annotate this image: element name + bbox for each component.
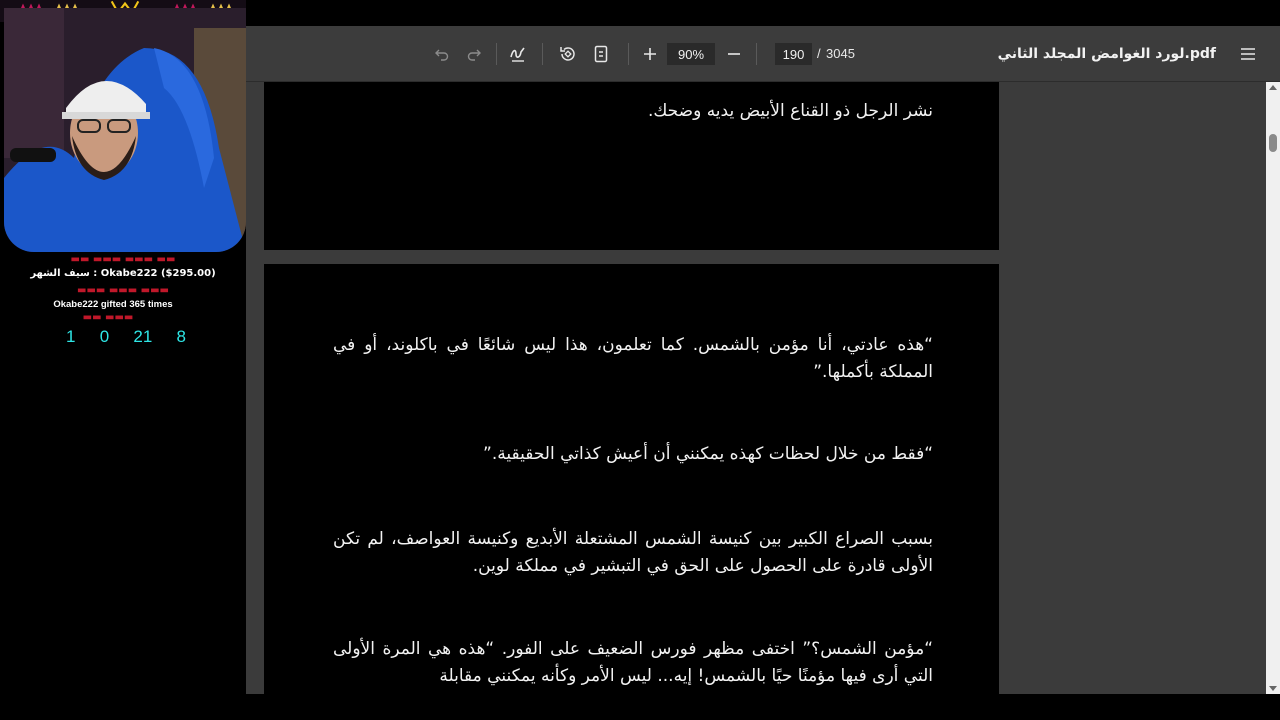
page-separator: / <box>817 46 821 61</box>
sub-of-month-line: سيف الشهر : Okabe222 ($295.00) <box>30 268 216 279</box>
alert-text-decoration: ▬▬▬ ▬▬▬ ▬▬▬ <box>77 285 169 296</box>
document-title: لورد الغوامض المجلد الثاني.pdf <box>997 46 1216 62</box>
scrollbar-thumb[interactable] <box>1269 134 1277 152</box>
toolbar-divider <box>496 43 497 65</box>
countdown-timer <box>66 327 186 347</box>
toolbar-divider <box>628 43 629 65</box>
gift-count-line: Okabe222 gifted 365 times <box>53 299 173 310</box>
toolbar-divider <box>756 43 757 65</box>
minus-icon[interactable] <box>724 43 744 65</box>
hamburger-menu-icon[interactable] <box>1238 43 1258 65</box>
countdown-hours: 0 <box>99 327 110 346</box>
redo-icon[interactable] <box>464 43 484 65</box>
paragraph: “مؤمن الشمس؟” اختفى مظهر فورس الضعيف على الفور. “هذه هي المرة الأولى التي أرى فيها مؤمنًا حيًا بالشمس! إيه... ليس الأمر وكأنه يمكنني مقابلة <box>333 639 933 686</box>
undo-icon[interactable] <box>432 43 452 65</box>
total-pages: 3045 <box>826 46 855 61</box>
plus-icon[interactable] <box>640 43 660 65</box>
scroll-up-arrow-icon[interactable] <box>1269 85 1277 90</box>
paragraph: نشر الرجل ذو القناع الأبيض يديه وضحك. <box>647 101 933 121</box>
rotate-icon[interactable] <box>558 43 578 65</box>
countdown-minutes: 21 <box>133 327 153 346</box>
pdf-viewer-window <box>246 26 1280 694</box>
webcam-feed <box>4 8 246 252</box>
paragraph: بسبب الصراع الكبير بين كنيسة الشمس المشتعلة الأبديع وكنيسة العواصف، لم تكن الأولى قادرة على الحصول على الحق في التبشير في مملكة لوين. <box>333 529 933 576</box>
toolbar-divider <box>542 43 543 65</box>
countdown-days: 1 <box>66 327 76 346</box>
zoom-level-field[interactable]: 90% <box>667 43 715 65</box>
alert-text-decoration: ▬▬ ▬▬▬ <box>82 312 134 323</box>
draw-icon[interactable] <box>508 43 528 65</box>
document-canvas[interactable] <box>246 82 1266 694</box>
pdf-page <box>264 264 999 694</box>
vertical-scrollbar[interactable] <box>1266 82 1280 694</box>
scroll-down-arrow-icon[interactable] <box>1269 686 1277 691</box>
paragraph: “فقط من خلال لحظات كهذه يمكنني أن أعيش كذاتي الحقيقية.” <box>483 444 933 464</box>
alert-text-decoration: ▬▬ ▬▬▬ ▬▬▬ ▬▬ <box>70 254 176 265</box>
paragraph: “هذه عادتي، أنا مؤمن بالشمس. كما تعلمون، هذا ليس شائعًا في باكلوند، أو في المملكة بأكملها.” <box>333 335 933 382</box>
fit-page-icon[interactable] <box>591 43 611 65</box>
pdf-toolbar <box>246 26 1280 82</box>
page-number-input[interactable]: 190 <box>775 43 812 65</box>
countdown-seconds: 8 <box>176 327 186 346</box>
pdf-page <box>264 82 999 250</box>
